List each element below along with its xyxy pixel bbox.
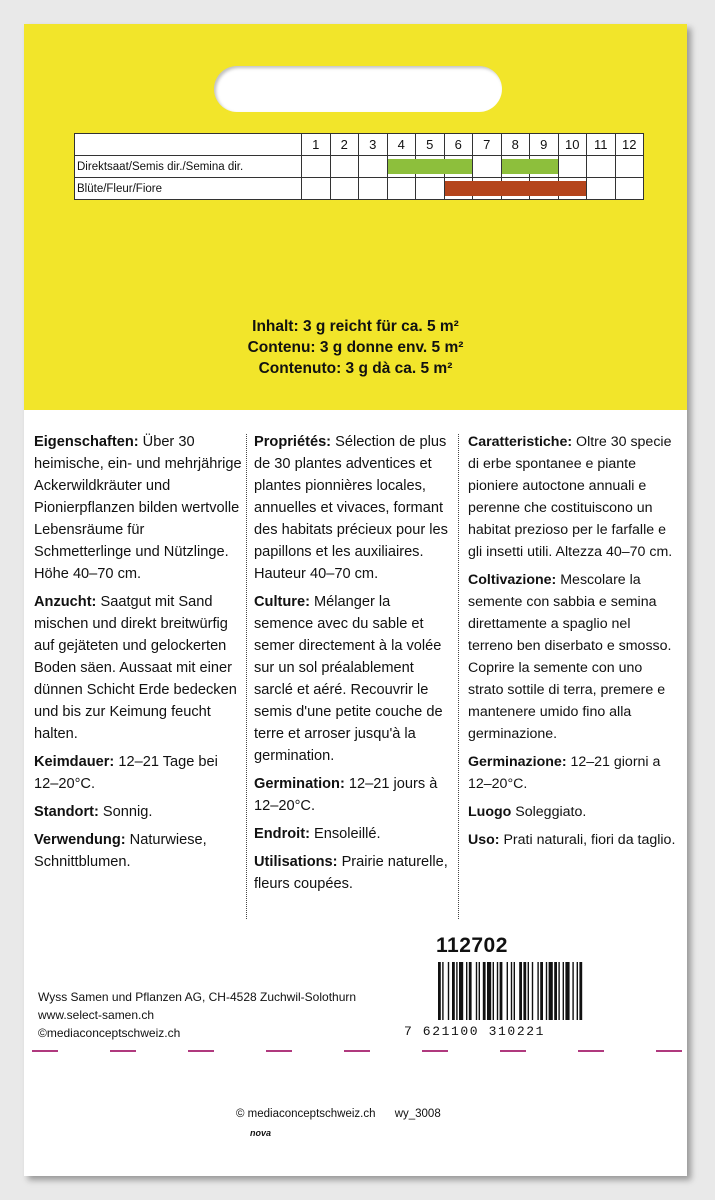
month-cell bbox=[416, 156, 445, 178]
paragraph: Utilisations: Prairie naturelle, fleurs coupées. bbox=[254, 854, 448, 892]
month-cell bbox=[330, 178, 359, 200]
month-cell bbox=[302, 156, 331, 178]
website-link[interactable]: www.select-samen.ch bbox=[38, 1008, 155, 1022]
barcode-bar bbox=[528, 962, 529, 1020]
barcode-bar bbox=[558, 962, 559, 1020]
barcode-bar bbox=[565, 962, 569, 1020]
column-divider bbox=[458, 434, 459, 919]
footer-copyright: © mediaconceptschweiz.ch bbox=[236, 1108, 376, 1120]
barcode-bar bbox=[546, 962, 547, 1020]
month-header: 8 bbox=[501, 134, 530, 156]
barcode-bar bbox=[549, 962, 553, 1020]
barcode-bar bbox=[500, 962, 503, 1020]
month-header: 1 bbox=[302, 134, 331, 156]
company-address: Wyss Samen und Pflanzen AG, CH-4528 Zuchwil-Solothurn bbox=[38, 990, 357, 1004]
month-cell bbox=[444, 156, 473, 178]
barcode-bar bbox=[497, 962, 498, 1020]
barcode-bar bbox=[452, 962, 455, 1020]
month-cell bbox=[359, 178, 388, 200]
barcode-bar bbox=[459, 962, 463, 1020]
column-divider bbox=[246, 434, 247, 919]
paragraph: Verwendung: Naturwiese, Schnittblumen. bbox=[34, 832, 207, 870]
paragraph: Endroit: Ensoleillé. bbox=[254, 826, 381, 842]
barcode-bar bbox=[532, 962, 533, 1020]
paragraph: Coltivazione: Mescolare la semente con sabbia e semina direttamente a spaglio nel terreno ben diserbato e smosso. Coprire la semente con uno strato sottile di terra, premere e mantenere umido fino alla germinazione. bbox=[468, 572, 672, 742]
period-bar bbox=[558, 181, 587, 196]
copyright-line: ©mediaconceptschweiz.ch bbox=[38, 1026, 181, 1040]
month-header: 11 bbox=[587, 134, 616, 156]
row-label: Direktsaat/Semis dir./Semina dir. bbox=[75, 156, 302, 178]
article-number: 112702 bbox=[436, 934, 508, 957]
barcode-bar bbox=[537, 962, 538, 1020]
month-header: 3 bbox=[359, 134, 388, 156]
barcode-bar bbox=[483, 962, 486, 1020]
barcode-bar bbox=[438, 962, 441, 1020]
calendar-row-bloom bbox=[75, 178, 644, 200]
barcode-bar bbox=[479, 962, 480, 1020]
month-cell bbox=[558, 178, 587, 200]
barcode-bar bbox=[476, 962, 477, 1020]
month-cell bbox=[501, 156, 530, 178]
yellow-panel bbox=[24, 24, 687, 410]
barcode-bar bbox=[466, 962, 467, 1020]
barcode-bar bbox=[563, 962, 564, 1020]
cut-line bbox=[24, 1050, 687, 1052]
content-line-fr: Contenu: 3 g donne env. 5 m² bbox=[247, 339, 464, 356]
barcode-bar bbox=[514, 962, 515, 1020]
month-cell bbox=[587, 178, 616, 200]
barcode-bar bbox=[507, 962, 508, 1020]
month-cell bbox=[615, 178, 644, 200]
month-cell bbox=[615, 156, 644, 178]
seed-packet-back bbox=[24, 24, 687, 1176]
content-info bbox=[24, 316, 687, 379]
calendar-corner bbox=[75, 134, 302, 156]
footer bbox=[236, 1108, 441, 1120]
barcode-bar bbox=[540, 962, 543, 1020]
column-italian bbox=[468, 431, 678, 857]
month-cell bbox=[330, 156, 359, 178]
month-cell bbox=[473, 178, 502, 200]
month-cell bbox=[587, 156, 616, 178]
month-cell bbox=[387, 156, 416, 178]
month-cell bbox=[444, 178, 473, 200]
paragraph: Uso: Prati naturali, fiori da taglio. bbox=[468, 832, 676, 848]
sowing-calendar bbox=[74, 133, 644, 200]
paragraph: Keimdauer: 12–21 Tage bei 12–20°C. bbox=[34, 754, 218, 792]
period-bar bbox=[445, 181, 474, 196]
content-line-de: Inhalt: 3 g reicht für ca. 5 m² bbox=[252, 318, 459, 335]
period-bar bbox=[501, 181, 531, 196]
month-header: 4 bbox=[387, 134, 416, 156]
barcode-bar bbox=[493, 962, 494, 1020]
content-line-it: Contenuto: 3 g dà ca. 5 m² bbox=[258, 360, 453, 377]
month-header: 5 bbox=[416, 134, 445, 156]
paragraph: Propriétés: Sélection de plus de 30 plantes adventices et plantes pionnières locales, annuelles et vivaces, formant des habitats précieux pour les papillons et les auxiliaires. Hauteur 40–70 cm. bbox=[254, 434, 448, 582]
printer-logo: nova bbox=[250, 1128, 272, 1138]
row-label: Blüte/Fleur/Fiore bbox=[75, 178, 302, 200]
barcode-bar bbox=[469, 962, 472, 1020]
period-bar bbox=[502, 159, 531, 174]
barcode-bar bbox=[442, 962, 443, 1020]
paragraph: Standort: Sonnig. bbox=[34, 804, 153, 820]
barcode-bar bbox=[554, 962, 557, 1020]
hang-hole bbox=[214, 66, 502, 112]
month-header: 7 bbox=[473, 134, 502, 156]
month-cell bbox=[558, 156, 587, 178]
period-bar bbox=[529, 159, 558, 174]
column-french bbox=[254, 431, 450, 901]
month-header: 9 bbox=[530, 134, 559, 156]
paragraph: Luogo Soleggiato. bbox=[468, 804, 587, 820]
month-cell bbox=[302, 178, 331, 200]
period-bar bbox=[444, 159, 473, 174]
month-cell bbox=[387, 178, 416, 200]
month-cell bbox=[530, 178, 559, 200]
period-bar bbox=[472, 181, 502, 196]
month-cell bbox=[501, 178, 530, 200]
barcode-bar bbox=[579, 962, 582, 1020]
barcode-bar bbox=[456, 962, 457, 1020]
period-bar bbox=[415, 159, 445, 174]
calendar-row-sowing bbox=[75, 156, 644, 178]
month-header: 2 bbox=[330, 134, 359, 156]
paragraph: Culture: Mélanger la semence avec du sable et semer directement à la volée sur un sol préalablement sarclé et aéré. Recouvrir le semis d'une petite couche de terre et arroser jusqu'à la germination. bbox=[254, 594, 443, 764]
paragraph: Germination: 12–21 jours à 12–20°C. bbox=[254, 776, 438, 814]
calendar-header-row bbox=[75, 134, 644, 156]
barcode-bar bbox=[519, 962, 522, 1020]
barcode-bar bbox=[523, 962, 526, 1020]
month-header: 12 bbox=[615, 134, 644, 156]
month-cell bbox=[530, 156, 559, 178]
address-block bbox=[38, 988, 356, 1042]
month-cell bbox=[359, 156, 388, 178]
footer-code: wy_3008 bbox=[394, 1108, 441, 1120]
month-header: 6 bbox=[444, 134, 473, 156]
barcode-bar bbox=[487, 962, 491, 1020]
period-bar bbox=[388, 159, 417, 174]
paragraph: Caratteristiche: Oltre 30 specie di erbe spontanee e piante pioniere autoctone annuali e perenne che costituiscono un habitat prezioso per le farfalle e gli insetti utili. Altezza 40–70 cm. bbox=[468, 434, 673, 560]
period-bar bbox=[529, 181, 559, 196]
month-cell bbox=[473, 156, 502, 178]
paragraph: Anzucht: Saatgut mit Sand mischen und direkt breitwürfig auf gejäteten und gelockerten Boden säen. Aussaat mit einer dünnen Schicht Erde bedecken und bis zur Keimung feucht halten. bbox=[34, 594, 237, 742]
barcode-number: 7 621100 310221 bbox=[404, 1024, 546, 1039]
month-header: 10 bbox=[558, 134, 587, 156]
month-cell bbox=[416, 178, 445, 200]
column-german bbox=[34, 431, 244, 879]
barcode-bar bbox=[572, 962, 573, 1020]
paragraph: Eigenschaften: Über 30 heimische, ein- und mehrjährige Ackerwildkräuter und Pionierpflanzen bilden wertvolle Lebensräume für Schmetterlinge und Nützlinge. Höhe 40–70 cm. bbox=[34, 434, 242, 582]
barcode-bar bbox=[511, 962, 512, 1020]
barcode-bar bbox=[448, 962, 449, 1020]
barcode-bar bbox=[577, 962, 578, 1020]
paragraph: Germinazione: 12–21 giorni a 12–20°C. bbox=[468, 754, 661, 792]
